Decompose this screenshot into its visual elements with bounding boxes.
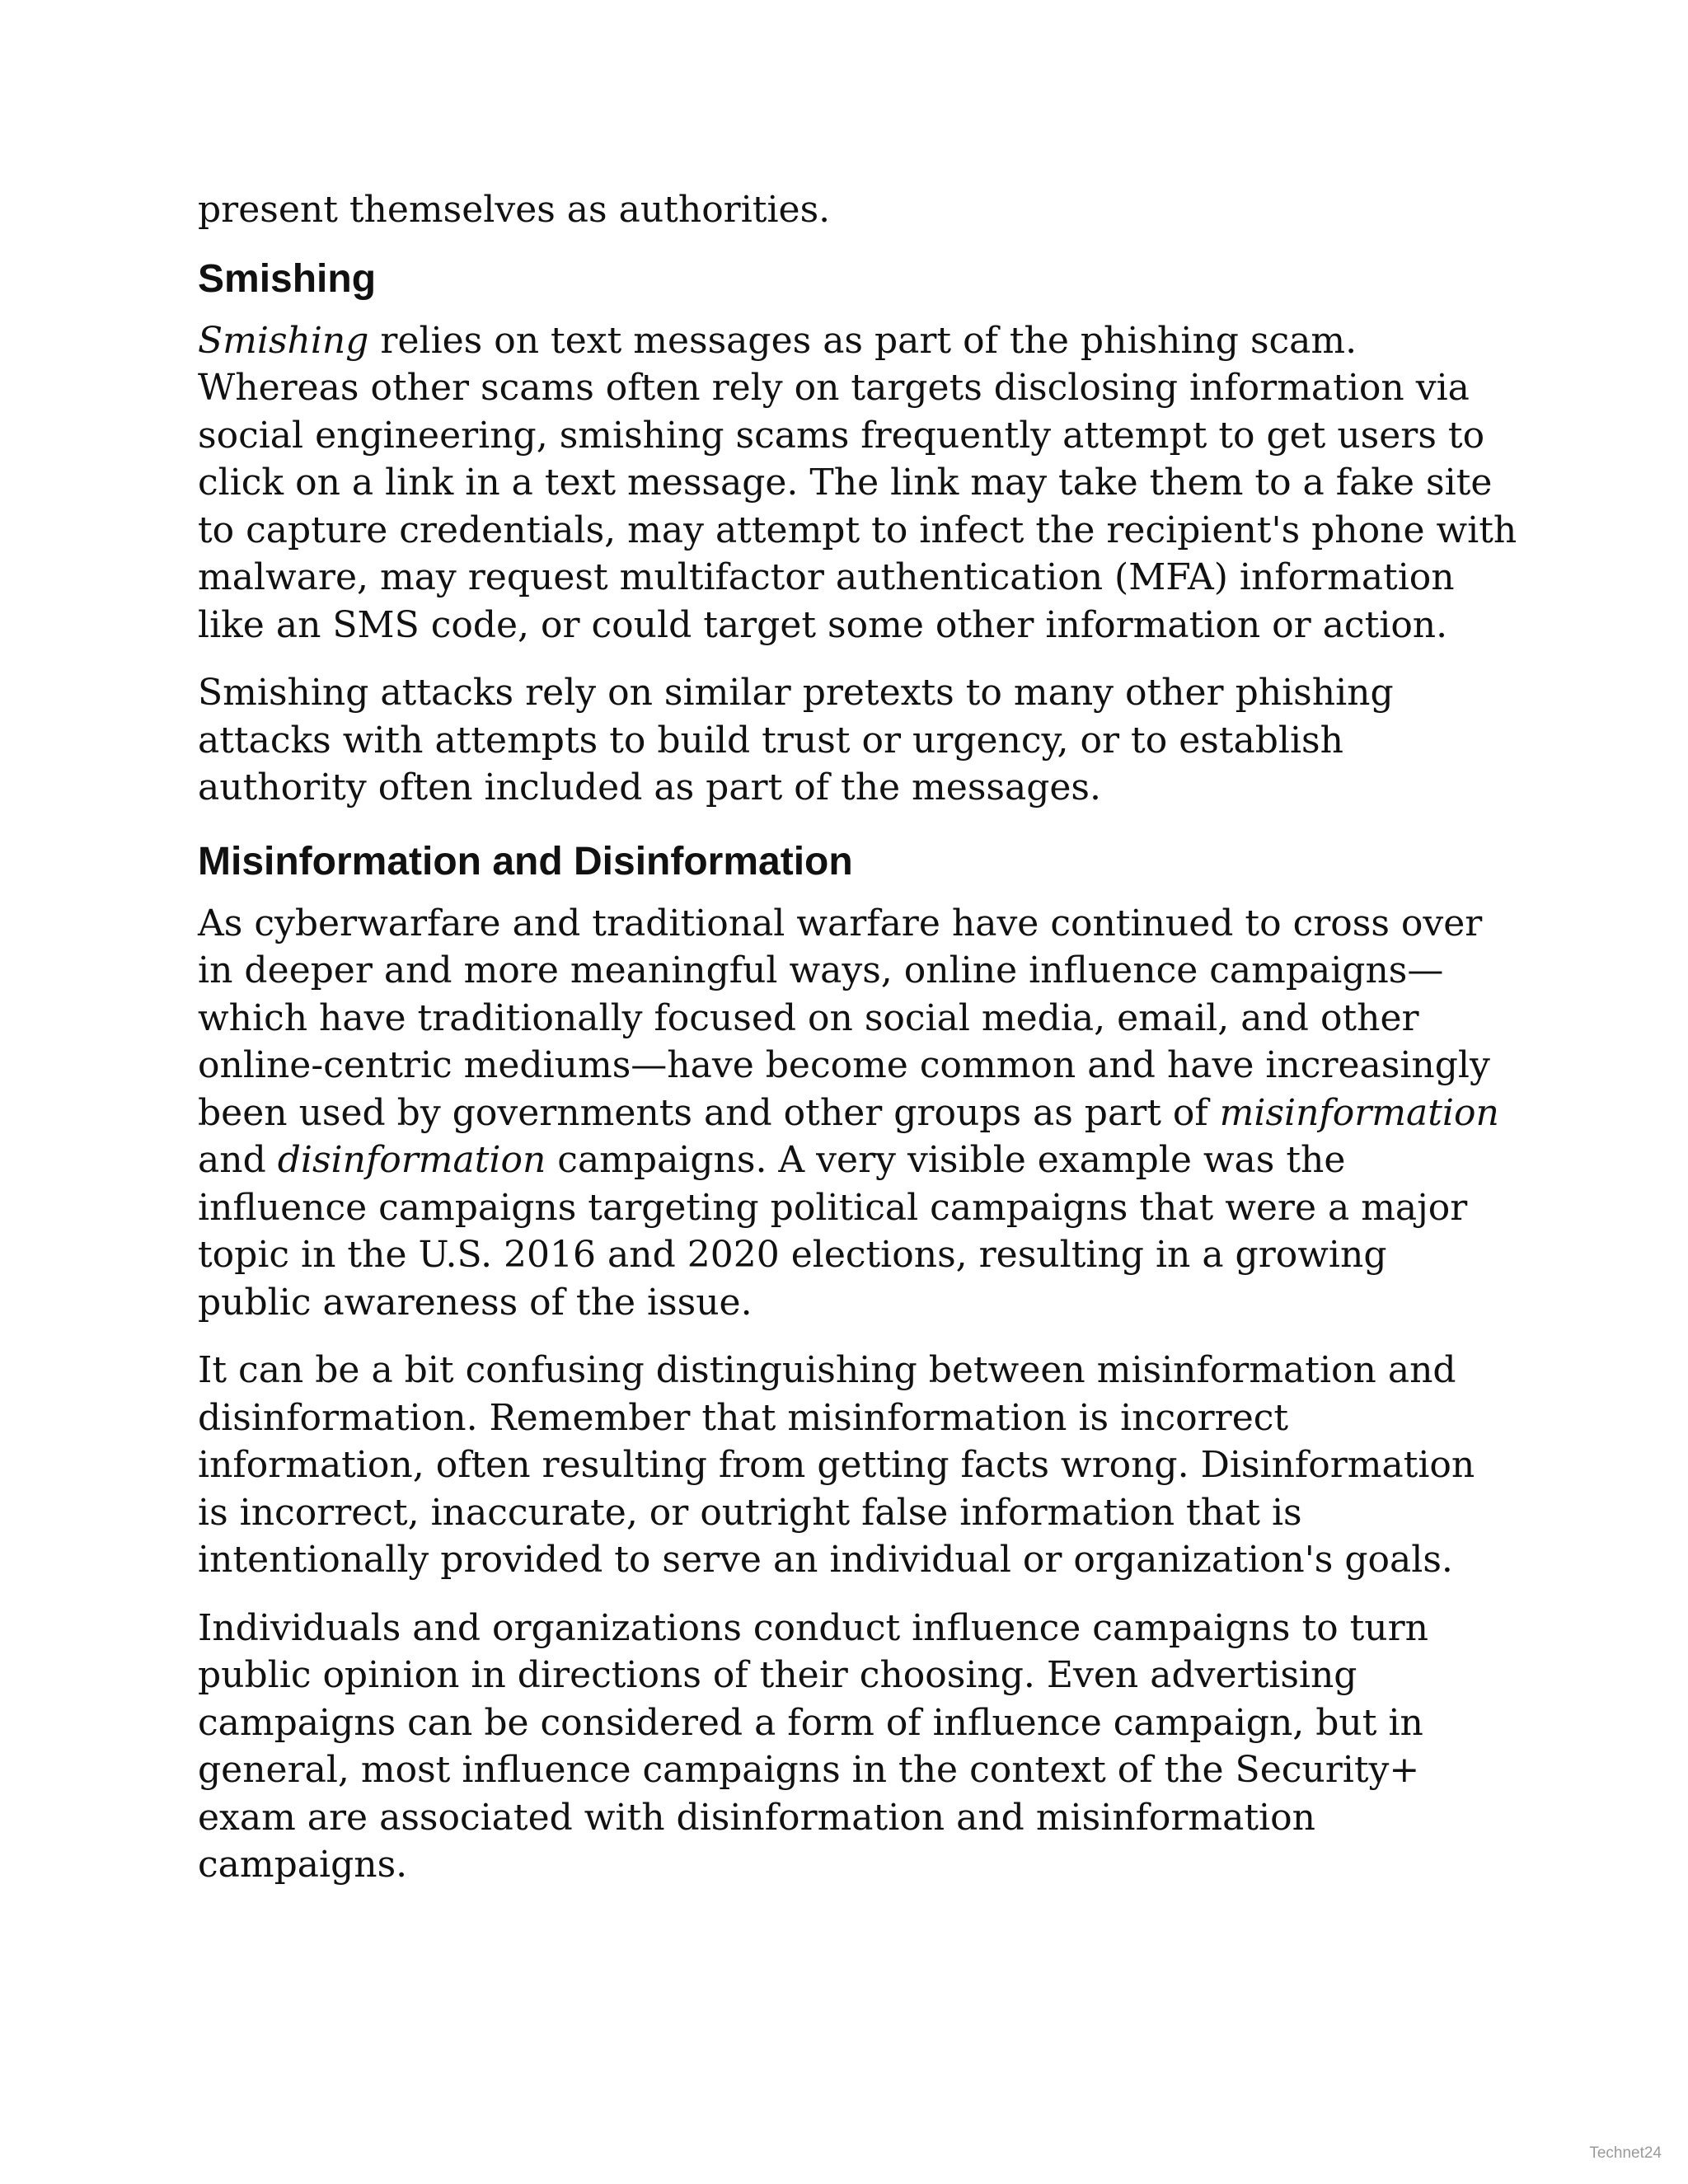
smishing-paragraph-2 — [198, 669, 1500, 812]
paragraph-line: is incorrect, inaccurate, or outright false information that is — [198, 1491, 1302, 1534]
paragraph-line: campaigns. — [198, 1844, 408, 1886]
paragraph-line: influence campaigns targeting political campaigns that were a major — [198, 1186, 1468, 1229]
paragraph-line — [198, 1137, 1500, 1184]
paragraph-line: public opinion in directions of their choosing. Even advertising — [198, 1654, 1357, 1696]
term-misinformation: misinformation — [1219, 1091, 1499, 1134]
section-heading-smishing: Smishing — [198, 256, 377, 301]
paragraph-text: relies on text messages as part of the phishing scam. — [368, 319, 1357, 362]
paragraph-line: online-centric mediums—have become common and have increasingly — [198, 1044, 1490, 1086]
misinfo-paragraph-1 — [198, 900, 1500, 1327]
section-heading-misinformation: Misinformation and Disinformation — [198, 839, 853, 883]
paragraph-line: click on a link in a text message. The link may take them to a fake site — [198, 462, 1493, 504]
misinfo-paragraph-3 — [198, 1605, 1500, 1889]
paragraph-line: general, most influence campaigns in the context of the Security+ — [198, 1749, 1420, 1791]
misinfo-paragraph-2 — [198, 1347, 1500, 1584]
paragraph-line: authority often included as part of the messages. — [198, 766, 1101, 808]
paragraph-line: public awareness of the issue. — [198, 1281, 753, 1324]
paragraph-line: disinformation. Remember that misinformation is incorrect — [198, 1396, 1289, 1439]
paragraph-line: Individuals and organizations conduct influence campaigns to turn — [198, 1606, 1428, 1649]
paragraph-line: in deeper and more meaningful ways, online influence campaigns— — [198, 949, 1444, 991]
paragraph-line: social engineering, smishing scams frequently attempt to get users to — [198, 414, 1485, 457]
paragraph-line — [198, 1090, 1500, 1137]
footer-watermark: Technet24 — [1589, 2144, 1662, 2162]
paragraph-line: information, often resulting from getting facts wrong. Disinformation — [198, 1444, 1475, 1486]
paragraph-line: exam are associated with disinformation and misinformation — [198, 1796, 1315, 1839]
term-disinformation: disinformation — [277, 1139, 546, 1181]
paragraph-text: been used by governments and other groups as part of — [198, 1091, 1220, 1134]
smishing-paragraph-1 — [198, 317, 1517, 649]
paragraph-line: It can be a bit confusing distinguishing between misinformation and — [198, 1349, 1456, 1391]
paragraph-line: to capture credentials, may attempt to infect the recipient's phone with — [198, 509, 1517, 551]
paragraph-line: campaigns can be considered a form of influence campaign, but in — [198, 1701, 1423, 1744]
paragraph-line: like an SMS code, or could target some other information or action. — [198, 603, 1448, 646]
paragraph-line: which have traditionally focused on social media, email, and other — [198, 996, 1419, 1039]
paragraph-line: intentionally provided to serve an individual or organization's goals. — [198, 1539, 1453, 1581]
paragraph-line: attacks with attempts to build trust or urgency, or to establish — [198, 719, 1343, 762]
paragraph-line — [198, 317, 1500, 365]
document-page — [198, 186, 1517, 1910]
paragraph-text: and — [198, 1139, 278, 1181]
paragraph-line: Whereas other scams often rely on targets disclosing information via — [198, 367, 1470, 409]
paragraph-line: As cyberwarfare and traditional warfare have continued to cross over — [198, 902, 1483, 944]
paragraph-line: malware, may request multifactor authentication (MFA) information — [198, 556, 1455, 598]
term-smishing: Smishing — [198, 319, 369, 362]
paragraph-text: campaigns. A very visible example was the — [546, 1139, 1346, 1181]
paragraph-line: Smishing attacks rely on similar pretexts to many other phishing — [198, 672, 1394, 714]
intro-paragraph — [198, 186, 1500, 234]
paragraph-line: topic in the U.S. 2016 and 2020 elections, resulting in a growing — [198, 1234, 1387, 1276]
paragraph-line: present themselves as authorities. — [198, 189, 831, 231]
